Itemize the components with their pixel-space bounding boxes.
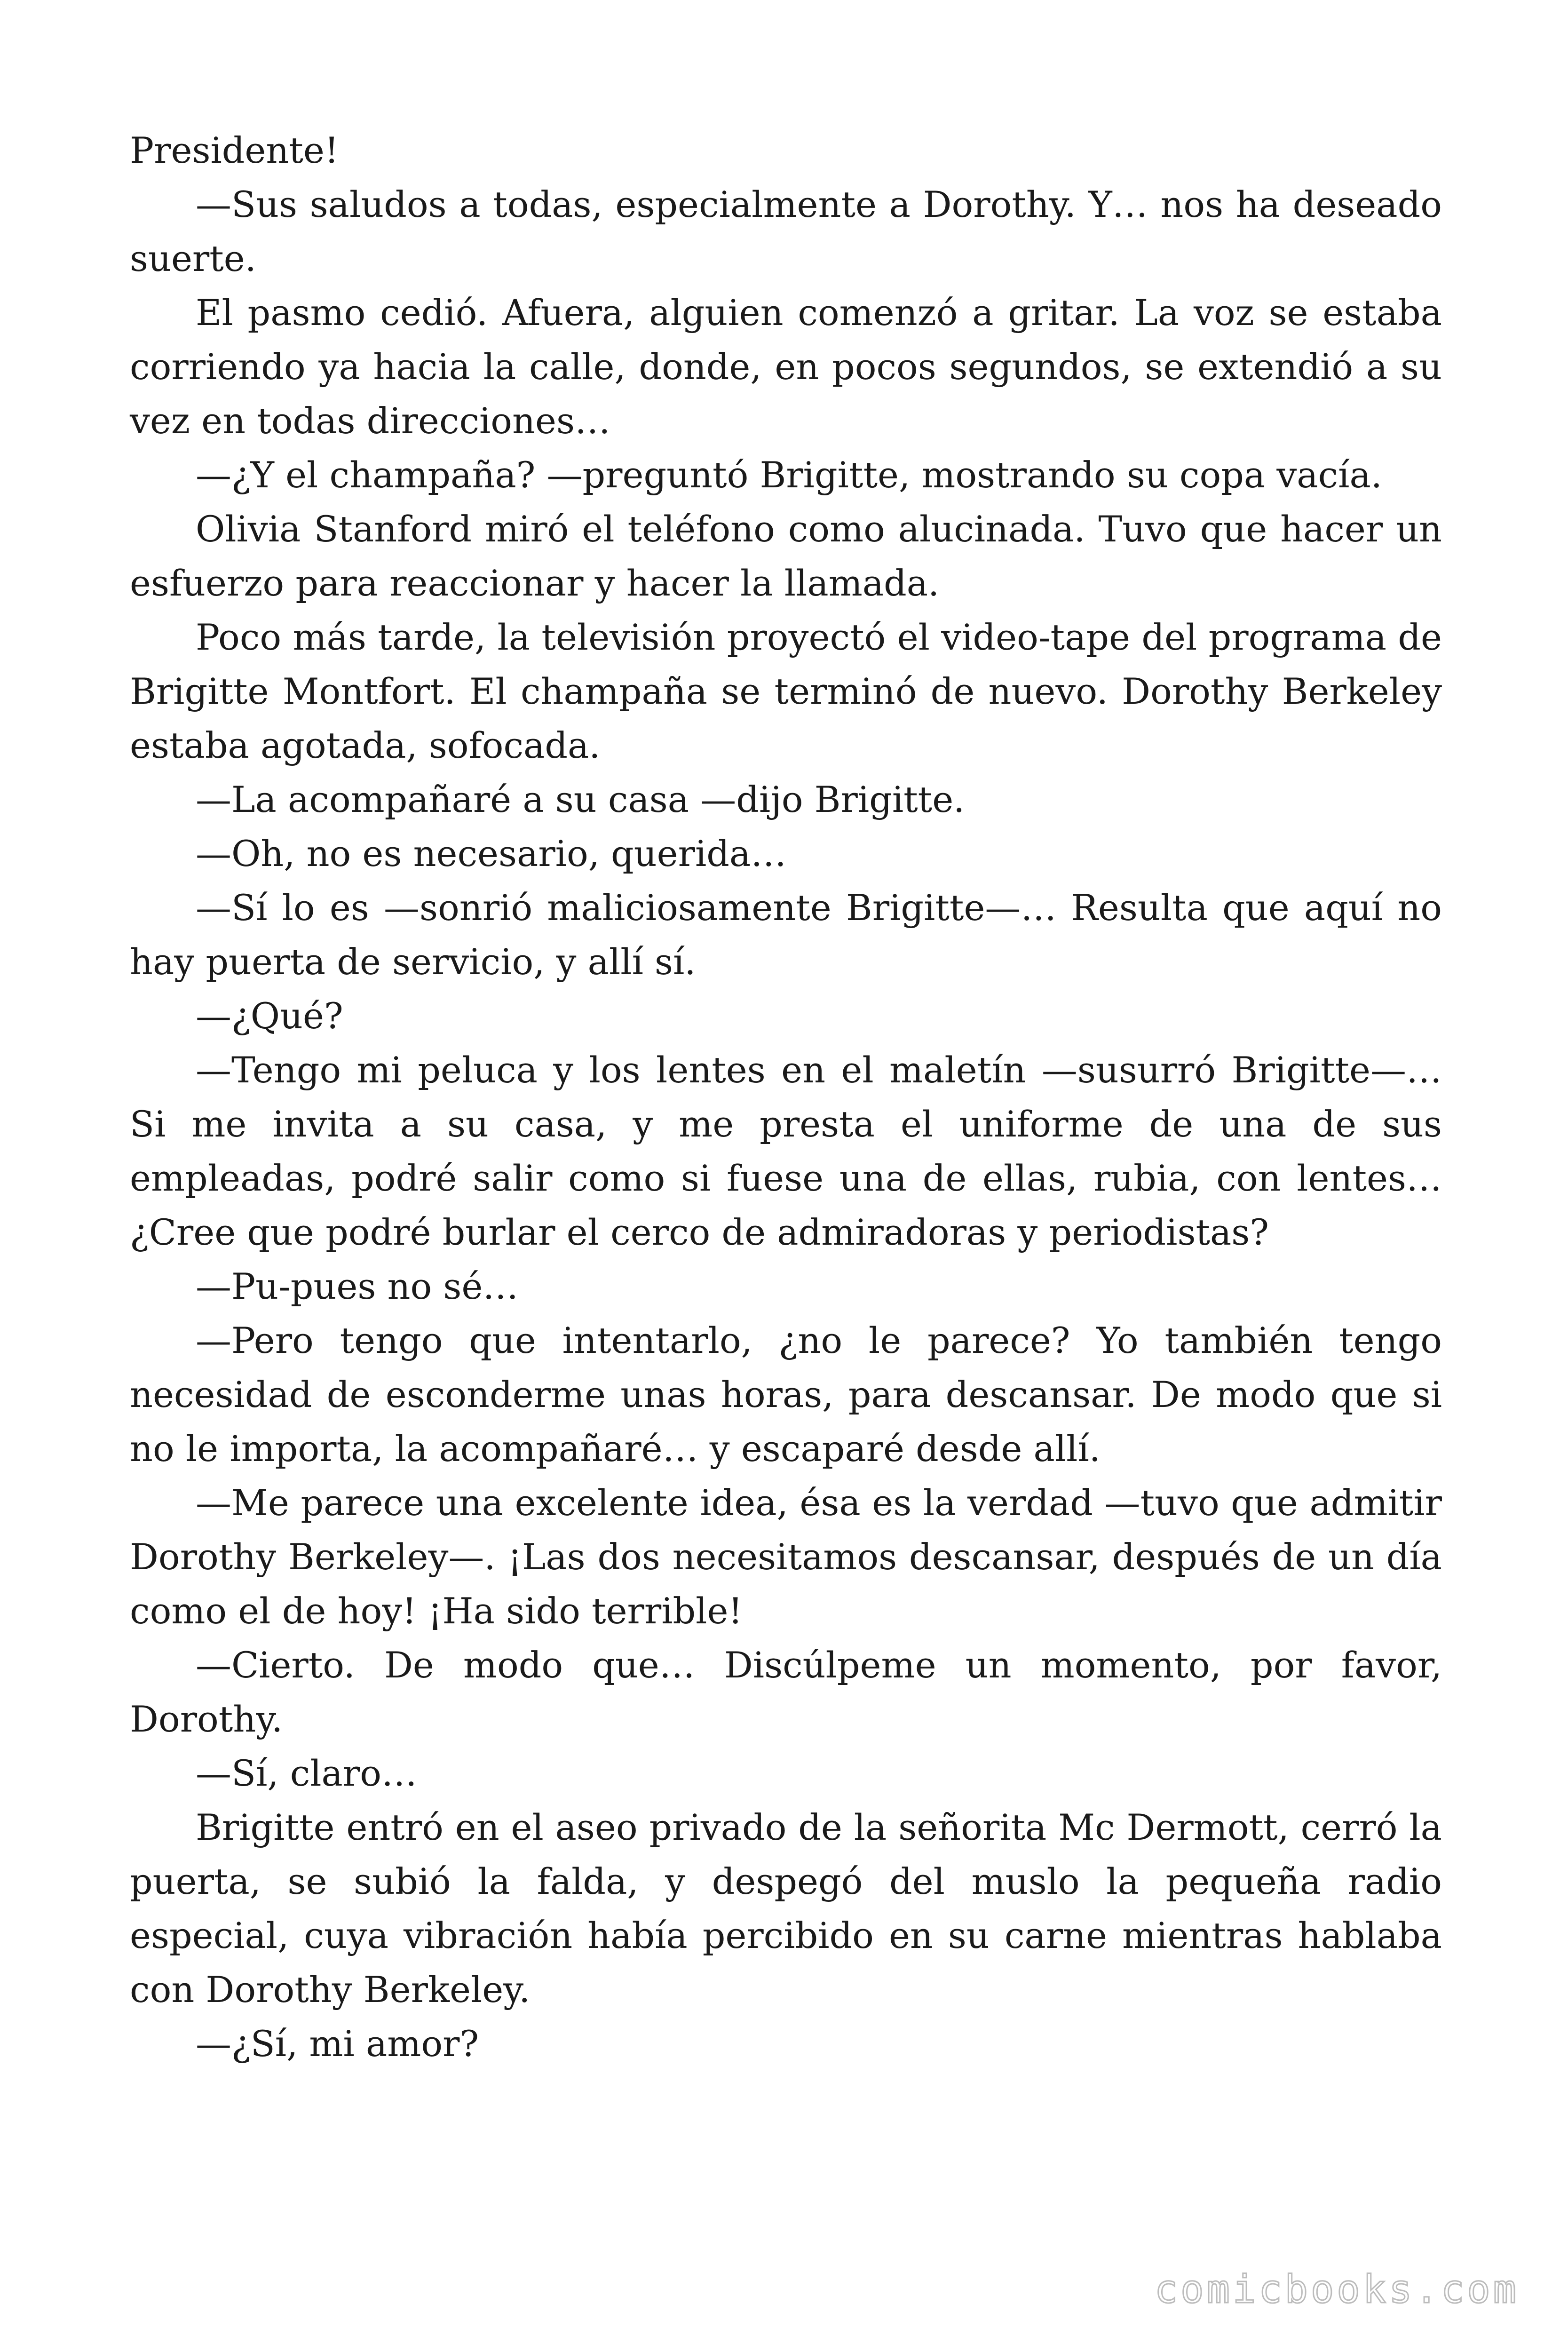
paragraph: —Cierto. De modo que… Discúlpeme un momento, por favor, Dorothy. (130, 1644, 1442, 1740)
paragraph: —Pero tengo que intentarlo, ¿no le parece? Yo también tengo necesidad de esconderme unas horas, para descansar. De modo que si no le importa, la acompañaré… y escaparé desde allí. (130, 1319, 1442, 1470)
paragraph: —Sí, claro… (196, 1752, 417, 1794)
paragraph: —Sí lo es —sonrió maliciosamente Brigitte—… Resulta que aquí no hay puerta de servicio, y allí sí. (130, 887, 1442, 983)
paragraph: —Sus saludos a todas, especialmente a Dorothy. Y… nos ha deseado suerte. (130, 183, 1442, 279)
body-text (130, 123, 1442, 2071)
paragraph: —Pu-pues no sé… (196, 1265, 519, 1307)
paragraph: Brigitte entró en el aseo privado de la señorita Mc Dermott, cerró la puerta, se subió la falda, y despegó del muslo la pequeña radio especial, cuya vibración había percibido en su carne mientras hablaba con Dorothy Berkeley. (130, 1806, 1442, 2010)
paragraph: Olivia Stanford miró el teléfono como alucinada. Tuvo que hacer un esfuerzo para reaccionar y hacer la llamada. (130, 508, 1442, 604)
paragraph: El pasmo cedió. Afuera, alguien comenzó a gritar. La voz se estaba corriendo ya hacia la calle, donde, en pocos segundos, se extendió a su vez en todas direcciones… (130, 292, 1442, 442)
paragraph: —¿Sí, mi amor? (196, 2023, 479, 2065)
paragraph: —Oh, no es necesario, querida… (196, 833, 787, 874)
paragraph: —Me parece una excelente idea, ésa es la verdad —tuvo que admitir Dorothy Berkeley—. ¡Las dos necesitamos descansar, después de un día como el de hoy! ¡Ha sido terrible! (130, 1482, 1442, 1632)
paragraph: Presidente! (130, 129, 339, 171)
paragraph: —Tengo mi peluca y los lentes en el maletín —susurró Brigitte—… Si me invita a su casa, y me presta el uniforme de una de sus empleadas, podré salir como si fuese una de ellas, rubia, con lentes… ¿Cree que podré burlar el cerco de admiradoras y periodistas? (130, 1049, 1442, 1253)
watermark: comicbooks.com (1154, 2267, 1519, 2312)
paragraph: —¿Y el champaña? —preguntó Brigitte, mostrando su copa vacía. (196, 454, 1382, 496)
paragraph: —¿Qué? (196, 995, 343, 1037)
paragraph: Poco más tarde, la televisión proyectó el video-tape del programa de Brigitte Montfort. El champaña se terminó de nuevo. Dorothy Berkeley estaba agotada, sofocada. (130, 616, 1442, 766)
paragraph: —La acompañaré a su casa —dijo Brigitte. (196, 779, 965, 820)
